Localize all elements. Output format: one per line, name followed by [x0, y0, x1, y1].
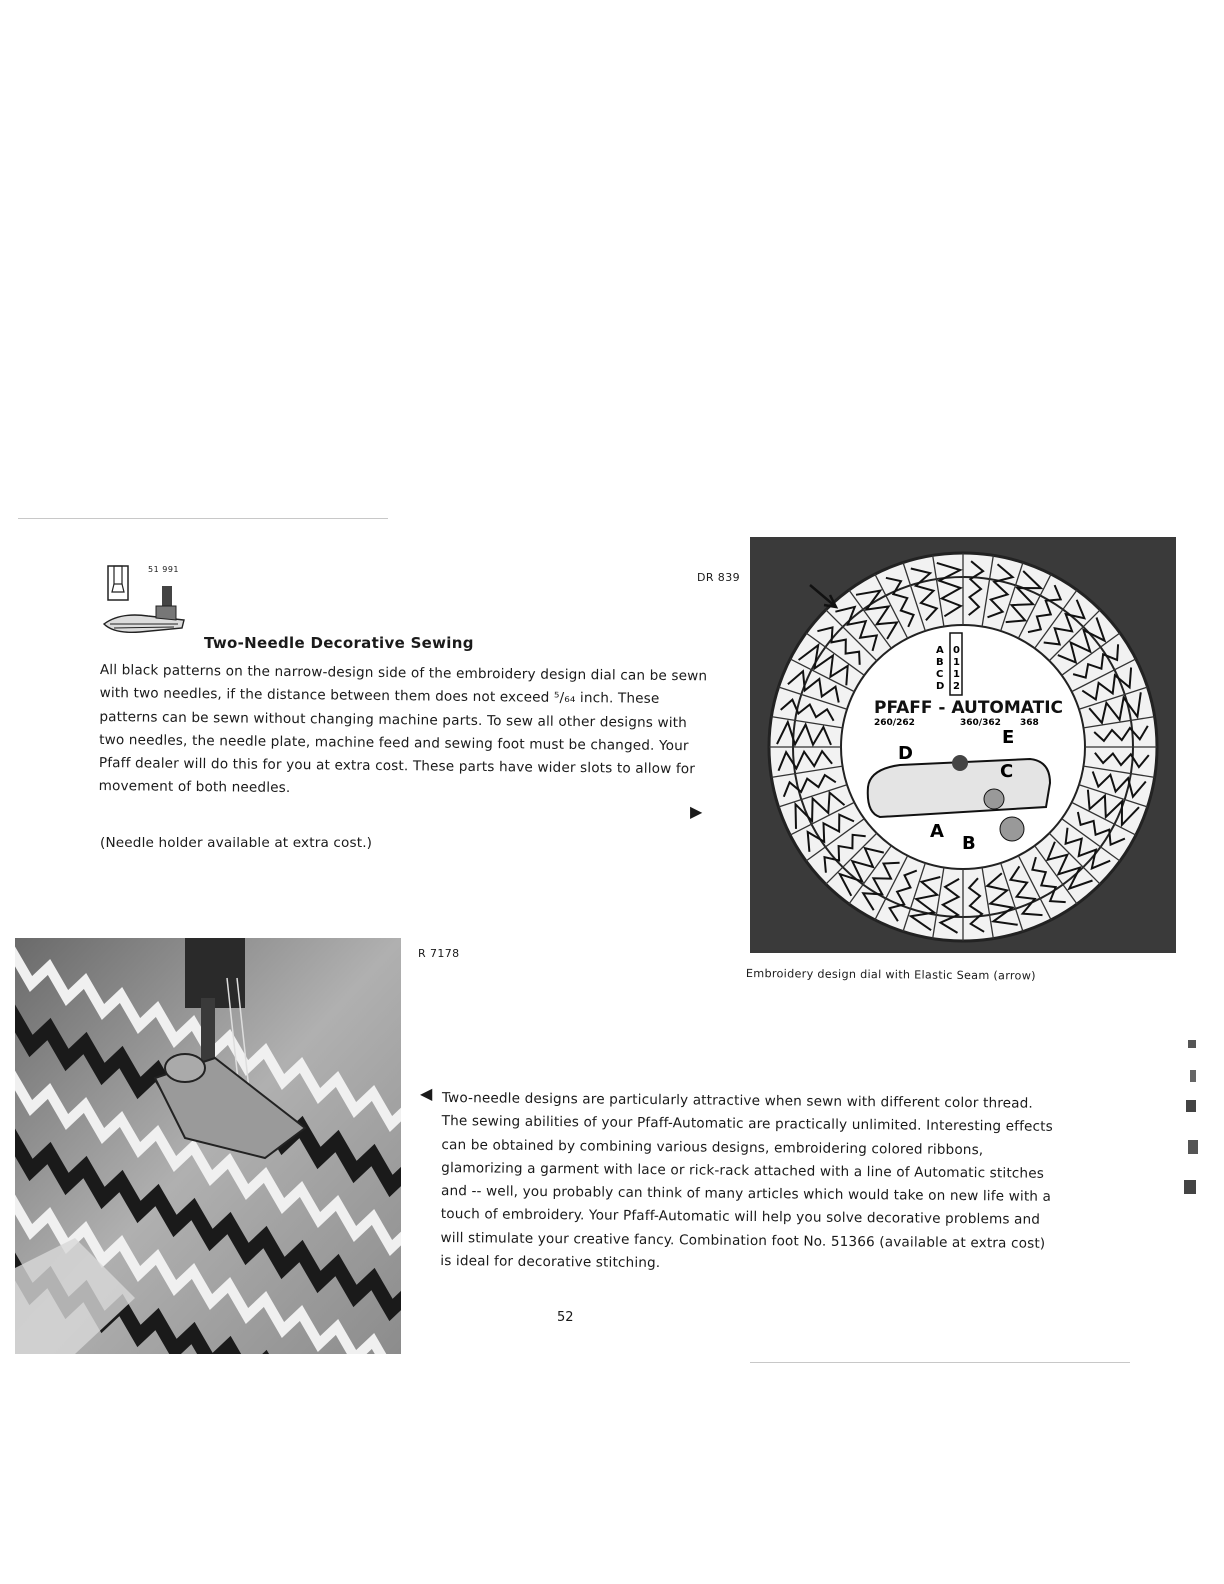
dial-letter: D — [936, 681, 945, 692]
dial-brand: PFAFF - AUTOMATIC — [874, 698, 1064, 718]
paragraph-needle-holder: (Needle holder available at extra cost.) — [100, 835, 373, 851]
page-number: 52 — [557, 1310, 574, 1325]
paragraph-decorative-designs: Two-needle designs are particularly attractive when sewn with different color thread. The sewing abilities of your Pfaff-Automatic are practically unlimited. Interesting effects can be obtained by combining various designs, embroidering colored ribbons, glamorizing a garment with lace or rick-rack attached with a line of Automatic stitches and -- well, you probably can think of many articles which would take on new life with a touch of embroidery. Your Pfaff-Automatic will help you solve decorative problems and will stimulate your creative fancy. Combination foot No. 51366 (available at extra cost) is ideal for decorative stitching. — [440, 1089, 1053, 1272]
dial-callout-letter: A — [930, 821, 944, 842]
sewing-foot-illustration — [100, 562, 190, 644]
dial-number: 1 — [953, 669, 960, 680]
scan-edge-line — [18, 518, 388, 519]
dial-letter: B — [936, 657, 944, 668]
embroidery-dial-photo — [750, 537, 1176, 953]
scan-edge-line — [750, 1362, 1130, 1363]
foot-part-number: 51 991 — [148, 565, 179, 574]
dial-letter: C — [936, 669, 944, 680]
dial-model: 360/362 — [960, 718, 1001, 728]
dial-caption: Embroidery design dial with Elastic Seam (arrow) — [745, 967, 1036, 983]
dial-callout-letter: B — [962, 833, 976, 854]
dial-callout-letter: C — [1000, 761, 1014, 782]
dial-number: 1 — [953, 657, 960, 668]
dial-number: 0 — [953, 645, 960, 656]
paragraph-two-needle-patterns: All black patterns on the narrow-design side of the embroidery design dial can be sewn with two needles, if the distance between them does not exceed ⁵/₆₄ inch. These patterns can be sewn without changing machine parts. To sew all other designs with two needles, the needle plate, machine feed and sewing foot must be changed. Your Pfaff dealer will do this for you at extra cost. These parts have wider slots to allow for movement of both needles. — [98, 661, 708, 797]
dial-figure-label: DR 839 — [697, 571, 741, 584]
continue-arrow-icon: ▶ — [690, 802, 703, 821]
dial-letter: A — [936, 645, 944, 656]
two-needle-stitching-photo — [15, 938, 401, 1354]
section-heading: Two-Needle Decorative Sewing — [204, 634, 474, 652]
scan-edge-marks — [1178, 1040, 1208, 1200]
dial-callout-letter: E — [1002, 727, 1015, 748]
dial-callout-letter: D — [898, 743, 913, 764]
dial-number: 2 — [953, 681, 960, 692]
dial-model: 368 — [1020, 718, 1039, 728]
dial-model: 260/262 — [874, 718, 915, 728]
stitch-figure-label: R 7178 — [418, 947, 460, 960]
back-arrow-icon: ◀ — [420, 1084, 433, 1103]
